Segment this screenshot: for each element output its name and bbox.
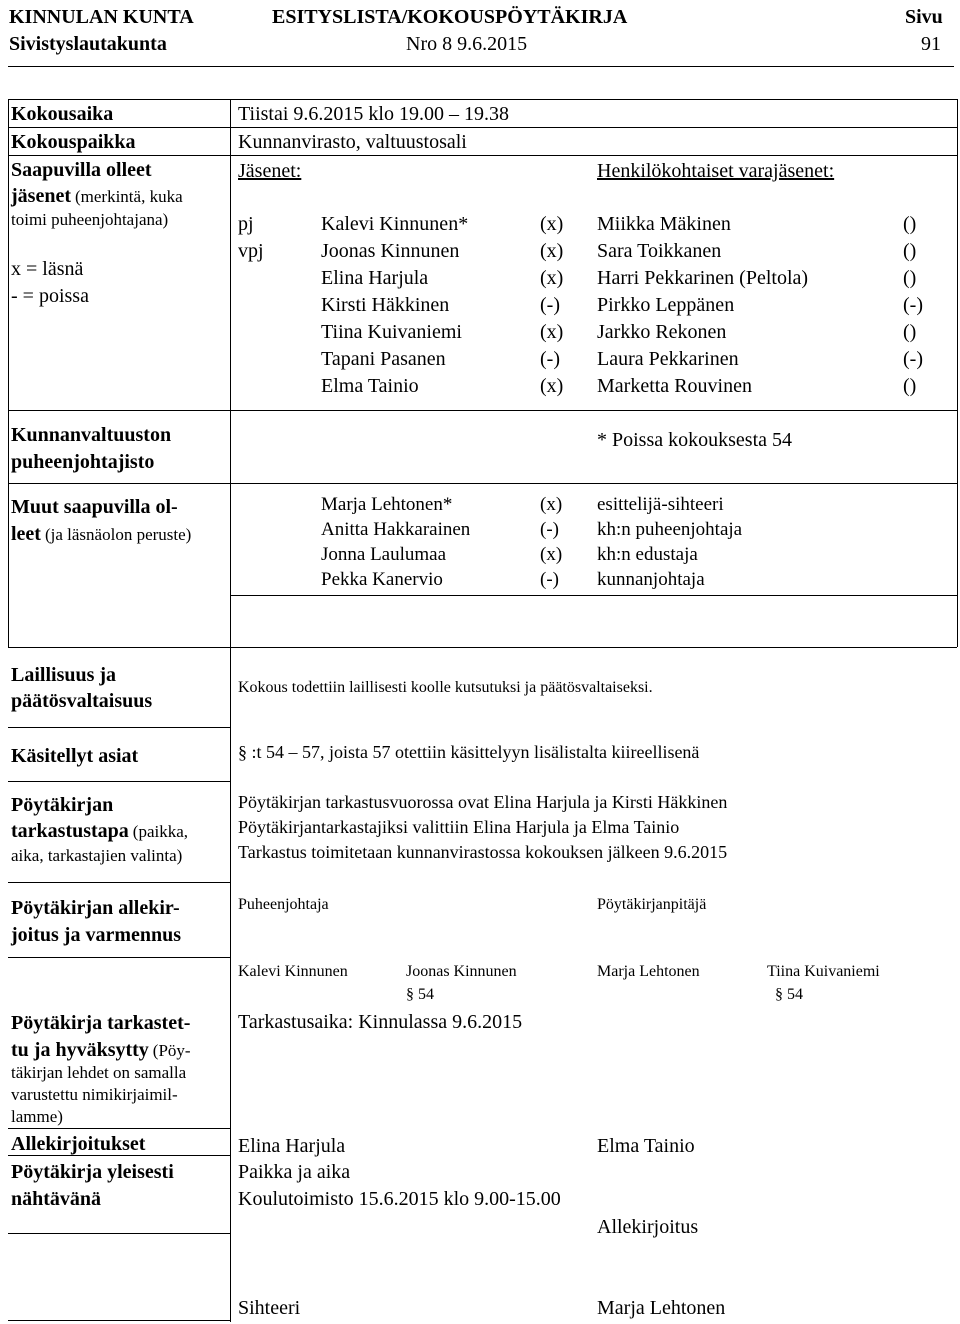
meeting-place-value: Kunnanvirasto, valtuustosali <box>238 131 467 153</box>
row-line <box>230 595 957 596</box>
others-label-bold: leet <box>11 523 41 545</box>
member-mark: (x) <box>540 240 564 262</box>
inspection-note-line2: aika, tarkastajien valinta) <box>11 846 183 865</box>
approved-note-line: varustettu nimikirjaimil- <box>11 1085 178 1104</box>
approved-label-line2 <box>11 1040 191 1060</box>
public-label: Pöytäkirja yleisesti <box>11 1161 174 1183</box>
approved-label-bold: tu ja hyväksytty <box>11 1039 149 1061</box>
inspection-label-line2 <box>11 821 188 841</box>
other-name: Pekka Kanervio <box>321 569 443 590</box>
secretary-role-name: Marja Lehtonen <box>597 1297 726 1319</box>
others-note: (ja läsnäolon peruste) <box>44 525 192 544</box>
legend-present: x = läsnä <box>11 258 84 280</box>
inspection-label-bold: tarkastustapa <box>11 820 129 842</box>
section-sign-icon: § <box>406 986 414 1003</box>
legality-label-line2: päätösvaltaisuus <box>11 690 153 712</box>
member-mark: (x) <box>540 267 564 289</box>
approved-note-line: lamme) <box>11 1107 63 1126</box>
row-line <box>8 410 957 411</box>
signatures-label: Allekirjoitukset <box>11 1133 146 1155</box>
inspection-note: (paikka, <box>132 822 189 841</box>
section-sign-icon: § <box>238 742 247 762</box>
member-name: Elina Harjula <box>321 267 429 289</box>
other-role: esittelijä-sihteeri <box>597 494 724 515</box>
meeting-time-value: Tiistai 9.6.2015 klo 19.00 – 19.38 <box>238 103 509 125</box>
member-mark: (x) <box>540 213 564 235</box>
signature-name: Elina Harjula <box>238 1135 346 1157</box>
member-name: Tiina Kuivaniemi <box>321 321 462 343</box>
others-label-line2 <box>11 524 191 544</box>
deputy-mark: () <box>903 375 917 397</box>
matters-label: Käsitellyt asiat <box>11 745 139 767</box>
deputy-name: Miikka Mäkinen <box>597 213 731 235</box>
approved-note-line: täkirjan lehdet on samalla <box>11 1063 187 1082</box>
attendance-label-bold: jäsenet <box>11 185 71 207</box>
deputy-name: Marketta Rouvinen <box>597 375 752 397</box>
other-role: kh:n edustaja <box>597 544 698 565</box>
deputies-header: Henkilökohtaiset varajäsenet: <box>597 160 835 182</box>
inspection-line: Pöytäkirjan tarkastusvuorossa ovat Elina Harjula ja Kirsti Häkkinen <box>238 792 728 812</box>
signing-label-line2: joitus ja varmennus <box>11 924 182 946</box>
deputy-mark: () <box>903 213 917 235</box>
table-left-line <box>8 99 9 647</box>
deputy-mark: () <box>903 267 917 289</box>
inspection-line: Pöytäkirjantarkastajiksi valittiin Elina Harjula ja Elma Tainio <box>238 817 680 837</box>
other-mark: (x) <box>540 544 563 565</box>
other-name: Anitta Hakkarainen <box>321 519 471 540</box>
deputy-name: Sara Toikkanen <box>597 240 722 262</box>
page-number: 91 <box>921 33 941 55</box>
table-top-line <box>8 99 957 100</box>
section-sign-icon: § <box>775 986 783 1003</box>
table-bottom-line <box>8 647 957 648</box>
place-time-value: Koulutoimisto 15.6.2015 klo 9.00-15.00 <box>238 1188 561 1210</box>
deputy-name: Jarkko Rekonen <box>597 321 727 343</box>
inspection-time: Tarkastusaika: Kinnulassa 9.6.2015 <box>238 1011 523 1033</box>
other-mark: (-) <box>540 569 559 590</box>
deputy-name: Laura Pekkarinen <box>597 348 739 370</box>
signer-name: Kalevi Kinnunen <box>238 963 348 980</box>
row-line <box>8 127 957 128</box>
approved-label: Pöytäkirja tarkastet- <box>11 1012 191 1034</box>
member-role: pj <box>238 213 254 235</box>
member-mark: (x) <box>540 321 564 343</box>
document-type: ESITYSLISTA/KOKOUSPÖYTÄKIRJA <box>272 6 628 28</box>
legality-label: Laillisuus ja <box>11 664 117 686</box>
section-ref-text: 54 <box>783 986 803 1003</box>
other-role: kh:n puheenjohtaja <box>597 519 743 540</box>
section-ref <box>775 987 803 1003</box>
row-line <box>8 727 230 728</box>
legend-absent: - = poissa <box>11 285 89 307</box>
section-ref <box>406 987 434 1003</box>
matters-text-line <box>238 743 699 761</box>
approved-note: (Pöy- <box>152 1041 191 1060</box>
row-line <box>8 483 957 484</box>
org-name: KINNULAN KUNTA <box>9 6 194 28</box>
others-label: Muut saapuvilla ol- <box>11 496 178 518</box>
deputy-mark: (-) <box>903 348 923 370</box>
row-line <box>8 1155 230 1156</box>
row-line <box>8 1320 230 1321</box>
deputy-name: Harri Pekkarinen (Peltola) <box>597 267 809 289</box>
secretary-role-label: Sihteeri <box>238 1297 301 1319</box>
place-time-label: Paikka ja aika <box>238 1161 351 1183</box>
council-presidium-label: Kunnanvaltuuston <box>11 424 172 446</box>
label-column-line <box>230 99 231 1322</box>
attendance-label: Saapuvilla olleet <box>11 159 152 181</box>
committee-name: Sivistyslautakunta <box>9 33 167 55</box>
signer-name: Joonas Kinnunen <box>406 963 517 980</box>
deputy-mark: () <box>903 240 917 262</box>
table-right-line <box>957 99 958 647</box>
row-line <box>8 781 230 782</box>
row-line <box>8 1128 230 1129</box>
member-name: Kalevi Kinnunen* <box>321 213 469 235</box>
section-ref-text: 54 <box>414 986 434 1003</box>
matters-text: :t 54 – 57, joista 57 otettiin käsittelyyn lisälistalta kiireellisenä <box>247 742 700 762</box>
other-name: Marja Lehtonen* <box>321 494 453 515</box>
council-presidium-label-line2: puheenjohtajisto <box>11 451 155 473</box>
page-label: Sivu <box>905 6 943 28</box>
row-line <box>8 882 230 883</box>
signer-name: Marja Lehtonen <box>597 963 700 980</box>
member-mark: (x) <box>540 375 564 397</box>
inspection-label: Pöytäkirjan <box>11 794 114 816</box>
deputy-mark: () <box>903 321 917 343</box>
inspection-line: Tarkastus toimitetaan kunnanvirastossa kokouksen jälkeen 9.6.2015 <box>238 842 728 862</box>
member-name: Tapani Pasanen <box>321 348 446 370</box>
signing-label: Pöytäkirjan allekir- <box>11 897 180 919</box>
member-mark: (-) <box>540 294 560 316</box>
member-name: Elma Tainio <box>321 375 419 397</box>
secretary-label: Pöytäkirjanpitäjä <box>597 896 707 913</box>
member-name: Joonas Kinnunen <box>321 240 460 262</box>
meeting-number: Nro 8 9.6.2015 <box>406 33 528 55</box>
signature-name: Elma Tainio <box>597 1135 695 1157</box>
deputy-name: Pirkko Leppänen <box>597 294 735 316</box>
meeting-place-label: Kokouspaikka <box>11 131 136 153</box>
member-role: vpj <box>238 240 264 262</box>
absence-note: * Poissa kokouksesta 54 <box>597 429 792 451</box>
deputy-mark: (-) <box>903 294 923 316</box>
header-divider <box>8 66 954 67</box>
attendance-note: (merkintä, kuka <box>74 187 183 206</box>
row-line <box>8 957 230 958</box>
meeting-time-label: Kokousaika <box>11 103 114 125</box>
other-name: Jonna Laulumaa <box>321 544 447 565</box>
legality-text: Kokous todettiin laillisesti koolle kutsutuksi ja päätösvaltaiseksi. <box>238 679 653 696</box>
members-header: Jäsenet: <box>238 160 302 182</box>
row-line <box>8 155 957 156</box>
attendance-label-line2 <box>11 186 183 206</box>
signer-name: Tiina Kuivaniemi <box>767 963 880 980</box>
other-role: kunnanjohtaja <box>597 569 705 590</box>
member-mark: (-) <box>540 348 560 370</box>
chair-label: Puheenjohtaja <box>238 896 329 913</box>
attendance-note-line2: toimi puheenjohtajana) <box>11 210 169 229</box>
member-name: Kirsti Häkkinen <box>321 294 450 316</box>
other-mark: (-) <box>540 519 559 540</box>
public-label-line2: nähtävänä <box>11 1188 102 1210</box>
signature-label: Allekirjoitus <box>597 1216 699 1238</box>
other-mark: (x) <box>540 494 563 515</box>
row-line <box>8 1233 230 1234</box>
